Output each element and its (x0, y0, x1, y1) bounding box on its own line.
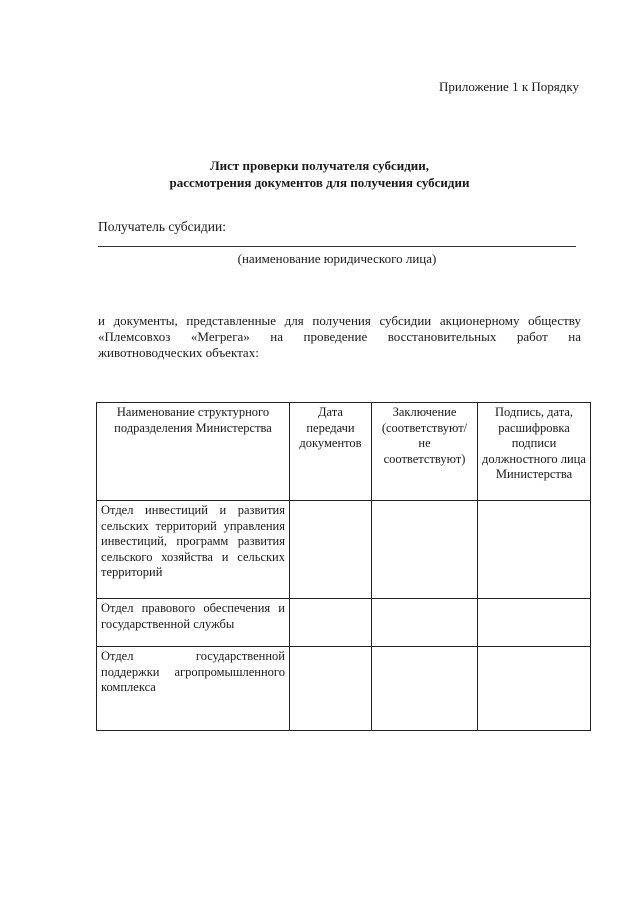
table-row (97, 501, 591, 599)
recipient-caption: (наименование юридического лица) (237, 251, 437, 266)
row-1-conclusion-cell[interactable] (372, 501, 478, 599)
intro-line-3: животноводческих объектах: (98, 345, 259, 360)
intro-line-1: и документы, представленные для получения субсидии акционерному обществу (98, 313, 581, 328)
table-row (97, 599, 591, 647)
row-3-signature-cell[interactable] (478, 647, 591, 731)
document-title (0, 157, 639, 191)
row-department-investments: Отдел инвестиций и развития сельских территорий управления инвестиций, программ развития сельского хозяйства и сельских территорий (97, 501, 290, 599)
row-1-date-cell[interactable] (290, 501, 372, 599)
title-line-2: рассмотрения документов для получения субсидии (169, 175, 470, 190)
header-transfer-date: Дата передачи документов (290, 403, 372, 501)
header-signature: Подпись, дата, расшифровка подписи должностного лица Министерства (478, 403, 591, 501)
row-department-legal: Отдел правового обеспечения и государственной службы (97, 599, 290, 647)
intro-line-2: «Племсовхоз «Мегрега» на проведение восстановительных работ на (98, 329, 581, 344)
row-3-date-cell[interactable] (290, 647, 372, 731)
title-line-1: Лист проверки получателя субсидии, (209, 158, 430, 173)
table-row (97, 647, 591, 731)
row-1-signature-cell[interactable] (478, 501, 591, 599)
header-conclusion: Заключение (соответствуют/ не соответствуют) (372, 403, 478, 501)
intro-paragraph (98, 313, 581, 361)
check-table (96, 402, 591, 731)
row-department-agro-support: Отдел государственной поддержки агропромышленного комплекса (97, 647, 290, 731)
appendix-reference: Приложение 1 к Порядку (439, 79, 579, 94)
row-2-conclusion-cell[interactable] (372, 599, 478, 647)
row-2-signature-cell[interactable] (478, 599, 591, 647)
header-department: Наименование структурного подразделения Министерства (97, 403, 290, 501)
table-header-row (97, 403, 591, 501)
recipient-label: Получатель субсидии: (98, 219, 226, 234)
row-2-date-cell[interactable] (290, 599, 372, 647)
recipient-fill-line (98, 246, 576, 247)
row-3-conclusion-cell[interactable] (372, 647, 478, 731)
